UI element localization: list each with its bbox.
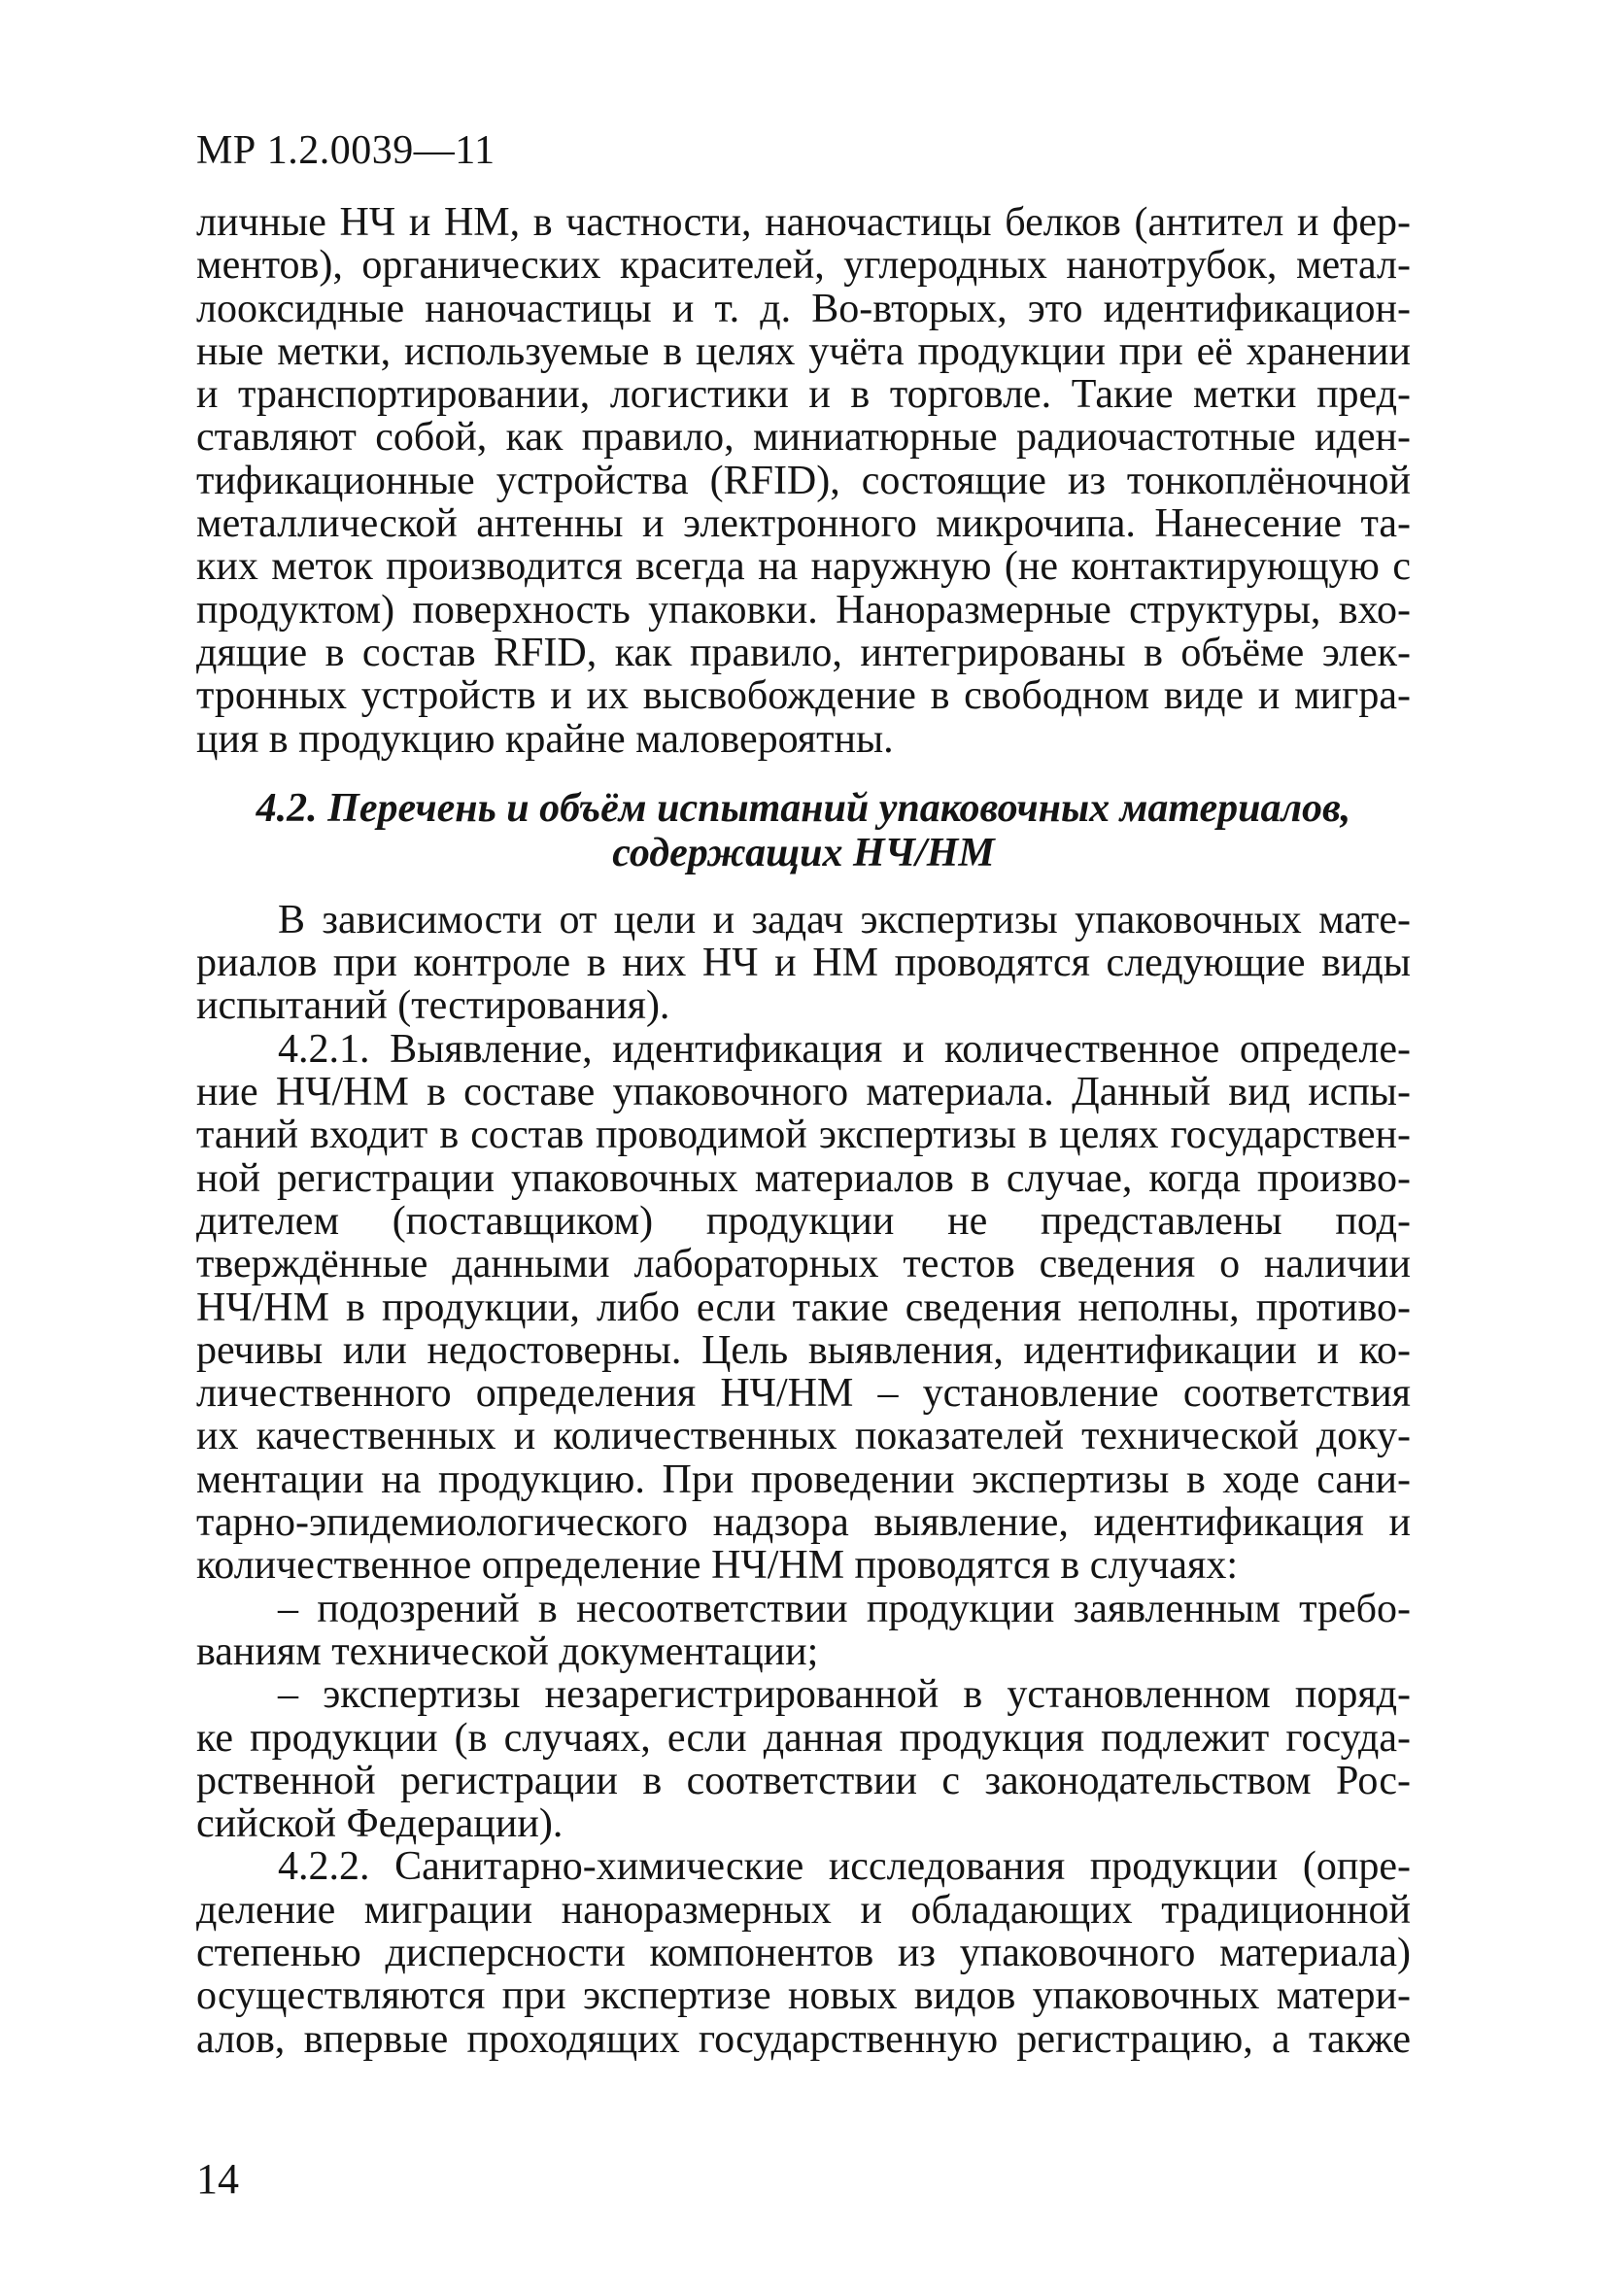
text-line: количественное определение НЧ/НМ проводятся в случаях: (196, 1543, 1239, 1589)
text-line: алов, впервые проходящих государственную регистрацию, а также (196, 2016, 1411, 2062)
text-line: НЧ/НМ в продукции, либо если такие сведения неполны, противо- (196, 1285, 1411, 1330)
text-line: риалов при контроле в них НЧ и НМ проводятся следующие виды (196, 941, 1411, 986)
text-line: личные НЧ и НМ, в частности, наночастицы белков (антител и фер- (196, 200, 1411, 245)
section-heading (196, 786, 1411, 875)
body-text (196, 201, 1411, 2061)
text-line: дящие в состав RFID, как правило, интегрированы в объёме элек- (196, 630, 1411, 675)
text-line: ваниям технической документации; (196, 1628, 819, 1674)
paragraph-continuation (196, 201, 1411, 761)
text-line: личественного определения НЧ/НМ – установление соответствия (196, 1371, 1411, 1417)
running-head: МР 1.2.0039—11 (196, 128, 495, 173)
text-line: металлической антенны и электронного микрочипа. Нанесение та- (196, 501, 1411, 547)
page-number: 14 (196, 2155, 239, 2203)
text-line: деление миграции наноразмерных и обладающих традиционной (196, 1887, 1411, 1933)
section-heading-line: 4.2. Перечень и объём испытаний упаковочных материалов, (256, 785, 1351, 831)
text-line: ние НЧ/НМ в составе упаковочного материала. Данный вид испы- (196, 1070, 1411, 1115)
text-line: их качественных и количественных показателей технической доку- (196, 1414, 1411, 1459)
section-heading-line: содержащих НЧ/НМ (612, 830, 995, 875)
text-line: и транспортировании, логистики и в торговле. Такие метки пред- (196, 372, 1411, 418)
text-line: тронных устройств и их высвобождение в свободном виде и мигра- (196, 673, 1411, 719)
text-line: испытаний (тестирования). (196, 983, 670, 1029)
paragraph (196, 1845, 1411, 2060)
text-line: степенью дисперсности компонентов из упаковочного материала) (196, 1930, 1411, 1975)
list-item (196, 1588, 1411, 1674)
paragraph (196, 899, 1411, 1028)
text-line: ке продукции (в случаях, если данная продукция подлежит госуда- (196, 1715, 1411, 1761)
text-line: лооксидные наночастицы и т. д. Во-вторых, это идентификацион- (196, 286, 1411, 331)
text-line: осуществляются при экспертизе новых видов упаковочных матери- (196, 1973, 1411, 2019)
text-line: ной регистрации упаковочных материалов в случае, когда произво- (196, 1155, 1411, 1201)
text-line: сийской Федерации). (196, 1801, 564, 1847)
text-line: 4.2.2. Санитарно-химические исследования продукции (опре- (278, 1844, 1411, 1890)
text-line: ких меток производится всегда на наружную (не контактирующую с (196, 544, 1411, 590)
text-line: тарно-эпидемиологического надзора выявление, идентификация и (196, 1500, 1411, 1546)
text-line: ментов), органических красителей, углеродных нанотрубок, метал- (196, 243, 1411, 289)
text-line: тверждённые данными лабораторных тестов сведения о наличии (196, 1242, 1411, 1287)
text-line: ментации на продукцию. При проведении экспертизы в ходе сани- (196, 1456, 1411, 1502)
list-item (196, 1673, 1411, 1845)
text-line: – подозрений в несоответствии продукции заявленным требо- (278, 1586, 1411, 1631)
paragraph (196, 1028, 1411, 1588)
text-line: рственной регистрации в соответствии с законодательством Рос- (196, 1758, 1411, 1803)
text-line: продуктом) поверхность упаковки. Наноразмерные структуры, вхо- (196, 587, 1411, 633)
text-line: ные метки, используемые в целях учёта продукции при её хранении (196, 328, 1411, 374)
text-line: ция в продукцию крайне маловероятны. (196, 716, 894, 762)
text-line: тификационные устройства (RFID), состоящие из тонкоплёночной (196, 458, 1411, 503)
text-line: В зависимости от цели и задач экспертизы упаковочных мате- (278, 897, 1411, 942)
text-line: речивы или недостоверны. Цель выявления, идентификации и ко- (196, 1327, 1411, 1373)
text-line: ставляют собой, как правило, миниатюрные радиочастотные иден- (196, 415, 1411, 461)
text-line: – экспертизы незарегистрированной в установленном поряд- (278, 1672, 1411, 1718)
text-line: таний входит в состав проводимой экспертизы в целях государствен- (196, 1113, 1411, 1158)
text-line: 4.2.1. Выявление, идентификация и количественное определе- (278, 1026, 1411, 1072)
text-line: дителем (поставщиком) продукции не представлены под- (196, 1198, 1411, 1244)
